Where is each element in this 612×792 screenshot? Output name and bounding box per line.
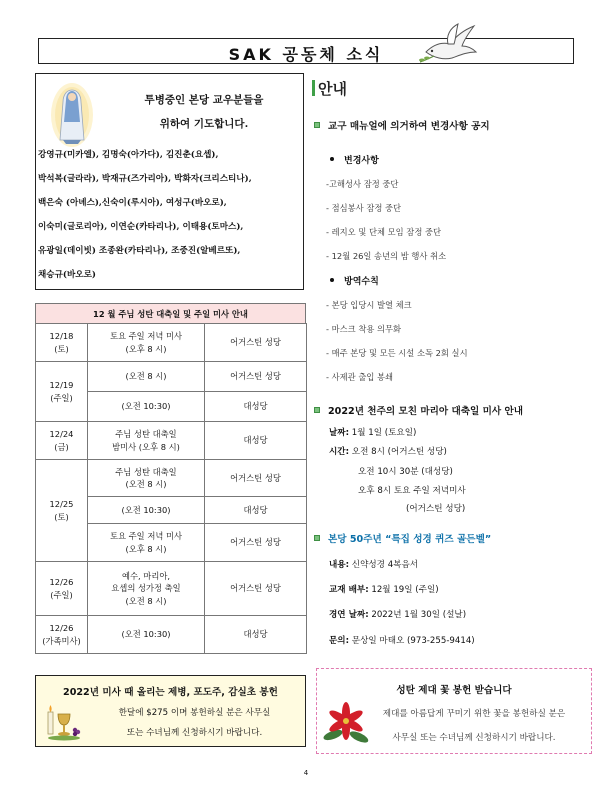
chalice-candle-icon [44,702,84,742]
prayer-title-line1: 투병중인 본당 교우분들을 [144,94,264,106]
date-cell: 12/24 (금) [36,422,88,460]
header-box [38,38,574,64]
prayer-names-line: 유광일(데이빗) 조종완(카타리나), 조중진(알베르또), [38,246,241,256]
mass-time-3: 오후 8시 토요 주일 저녁미사 [358,486,466,496]
prayer-box [35,73,304,290]
mass-cell: 주님 성탄 대축일 밤미사 (오후 8 시) [88,422,205,460]
page-title: SAK 공동체 소식 [228,45,384,64]
page-number: 4 [303,769,309,777]
section-diocese-manual: 교구 매뉴얼에 의거하여 변경사항 공지 [314,118,490,132]
square-bullet-icon [314,407,320,413]
table-row [36,362,307,392]
list-item: -고해성사 잠정 중단 [326,179,399,189]
subheading-changes: 변경사항 [330,153,379,166]
flower-line2: 사무실 또는 수녀님께 신청하시기 바랍니다. [392,733,556,743]
offering-title: 2022년 미사 때 올리는 제병, 포도주, 감실초 봉헌 [63,687,278,698]
quiz-textbook: 교재 배부: 12월 19일 (주일) [329,585,439,595]
quiz-inquiry: 문의: 문상일 마태오 (973-255-9414) [329,636,475,646]
table-row [36,616,307,654]
place-cell: 대성당 [205,392,307,422]
mass-time-4: (어거스틴 성당) [406,504,466,514]
subheading-prevention: 방역수칙 [330,274,379,287]
offering-box [35,675,306,747]
place-cell: 대성당 [205,497,307,524]
date-cell: 12/26 (가족미사) [36,616,88,654]
table-row [36,460,307,497]
section-bible-quiz: 본당 50주년 “특집 성경 퀴즈 골든벨” [314,531,491,545]
list-item: - 매주 본당 및 모든 시설 소독 2회 실시 [326,348,468,358]
date-cell: 12/26 (주일) [36,562,88,616]
prayer-names-line: 강영규(미카엘), 김명숙(아가다), 김진춘(요셉), [38,150,219,160]
flower-line1: 제대를 아름답게 꾸미기 위한 꽃을 봉헌하실 분은 [382,709,566,719]
section-mary-mass: 2022년 천주의 모친 마리아 대축일 미사 안내 [314,403,523,417]
mass-cell: (오전 10:30) [88,392,205,422]
prayer-title-line2: 위하여 기도합니다. [159,118,249,130]
schedule-title: 12 월 주님 성탄 대축일 및 주일 미사 안내 [35,303,306,323]
list-item: - 마스크 착용 의무화 [326,324,402,334]
offering-line1: 한달에 $275 이며 봉헌하실 분은 사무실 [118,708,271,718]
list-item: - 사제관 출입 봉쇄 [326,372,394,382]
prayer-names-line: 채승규(바오로) [38,270,96,280]
virgin-mary-icon [50,82,94,148]
mass-time: 시간: 오전 8시 (어거스틴 성당) [329,447,447,457]
place-cell: 어거스틴 성당 [205,362,307,392]
table-row [36,562,307,616]
mass-cell: 토요 주일 저녁 미사 (오후 8 시) [88,524,205,562]
table-row [36,422,307,460]
flower-title: 성탄 제대 꽃 봉헌 받습니다 [396,685,512,696]
offering-line2: 또는 수녀님께 신청하시기 바랍니다. [126,728,263,738]
place-cell: 대성당 [205,616,307,654]
mass-cell: (오전 10:30) [88,497,205,524]
place-cell: 어거스틴 성당 [205,460,307,497]
heading-bar [312,80,315,96]
list-item: - 점심봉사 잠정 중단 [326,203,402,213]
date-cell: 12/18 (토) [36,324,88,362]
place-cell: 어거스틴 성당 [205,324,307,362]
prayer-names-line: 백은숙 (아녜스),신숙이(루시아), 여성구(바오로), [38,198,227,208]
table-row [36,324,307,362]
dove-icon [412,22,482,68]
quiz-date: 경연 날짜: 2022년 1월 30일 (설날) [329,610,467,620]
list-item: - 본당 입당시 발열 체크 [326,300,412,310]
mass-time-2: 오전 10시 30분 (대성당) [358,467,453,477]
prayer-names-line: 이숙미(글로리아), 이연순(카타리나), 이태용(토마스), [38,222,244,232]
dot-bullet-icon [330,157,334,161]
mass-cell: (오전 10:30) [88,616,205,654]
notice-heading: 안내 [312,78,347,99]
place-cell: 대성당 [205,422,307,460]
date-cell: 12/25 (토) [36,460,88,562]
mass-cell: 토요 주일 저녁 미사 (오후 8 시) [88,324,205,362]
mass-cell: (오전 8 시) [88,362,205,392]
place-cell: 어거스틴 성당 [205,524,307,562]
square-bullet-icon [314,535,320,541]
mass-date: 날짜: 1월 1일 (토요일) [329,428,417,438]
mass-cell: 예수, 마리아, 요셉의 성가정 축일 (오전 8 시) [88,562,205,616]
prayer-names-line: 박석복(글라라), 박재규(즈가리아), 박화자(크리스티나), [38,174,252,184]
flower-offering-box [316,668,592,754]
mass-schedule [35,303,306,654]
mass-cell: 주님 성탄 대축일 (오전 8 시) [88,460,205,497]
list-item: - 12월 26일 송년의 밤 행사 취소 [326,251,447,261]
dot-bullet-icon [330,278,334,282]
schedule-table [35,323,307,654]
list-item: - 레지오 및 단체 모임 잠정 중단 [326,227,441,237]
date-cell: 12/19 (주일) [36,362,88,422]
quiz-content: 내용: 신약성경 4복음서 [329,560,419,570]
place-cell: 어거스틴 성당 [205,562,307,616]
square-bullet-icon [314,122,320,128]
